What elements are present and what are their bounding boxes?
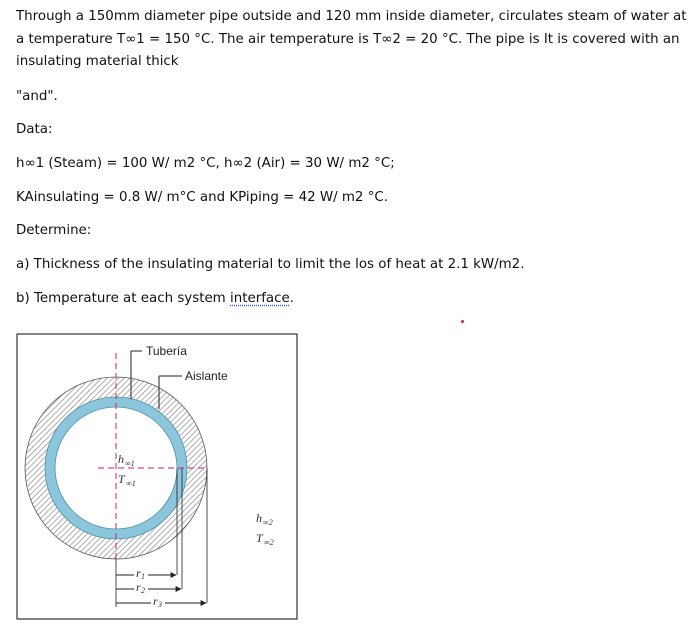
r3-symbol: r bbox=[153, 594, 158, 608]
r3-subscript: 3 bbox=[158, 600, 162, 609]
question-b-suffix: . bbox=[289, 291, 294, 306]
h-inf2-symbol: h bbox=[256, 511, 262, 525]
h-inf1-subscript: ∞1 bbox=[125, 459, 135, 468]
question-b bbox=[16, 289, 294, 309]
h-inf1-symbol: h bbox=[118, 452, 124, 466]
t-inf2-subscript: ∞2 bbox=[264, 538, 274, 547]
data-convection-coefficients: h∞1 (Steam) = 100 W/ m2 °C, h∞2 (Air) = 30 W/ m2 °C; bbox=[16, 156, 395, 171]
r2-subscript: 2 bbox=[141, 586, 145, 595]
question-b-prefix: b) Temperature at each system bbox=[16, 291, 230, 306]
question-a: a) Thickness of the insulating material to limit the los of heat at 2.1 kW/m2. bbox=[16, 257, 525, 272]
spellcheck-underlined-word: interface bbox=[230, 291, 290, 306]
r1-symbol: r bbox=[136, 566, 141, 580]
t-inf1-symbol: T bbox=[118, 472, 125, 486]
problem-statement: Through a 150mm diameter pipe outside and 120 mm inside diameter, circulates steam of water at a temperature T∞1 = 150 °C. The air temperature is T∞2 = 20 °C. The pipe is It is covered with an insulating material thick bbox=[16, 9, 687, 69]
pipe-insulation-diagram bbox=[16, 333, 298, 620]
r2-symbol: r bbox=[136, 580, 141, 594]
data-heading: Data: bbox=[16, 122, 53, 137]
pipe-label: Tubería bbox=[146, 344, 187, 358]
t-inf2-symbol: T bbox=[256, 531, 263, 545]
insulation-label: Aislante bbox=[185, 369, 228, 383]
red-dot-mark bbox=[461, 320, 464, 323]
r1-subscript: 1 bbox=[141, 572, 145, 581]
data-thermal-conductivities: KAinsulating = 0.8 W/ m°C and KPiping = 42 W/ m2 °C. bbox=[16, 190, 388, 205]
determine-heading: Determine: bbox=[16, 223, 92, 238]
insulation-thickness-variable: "and". bbox=[16, 89, 58, 104]
t-inf1-subscript: ∞1 bbox=[126, 479, 136, 488]
h-inf2-subscript: ∞2 bbox=[263, 518, 273, 527]
